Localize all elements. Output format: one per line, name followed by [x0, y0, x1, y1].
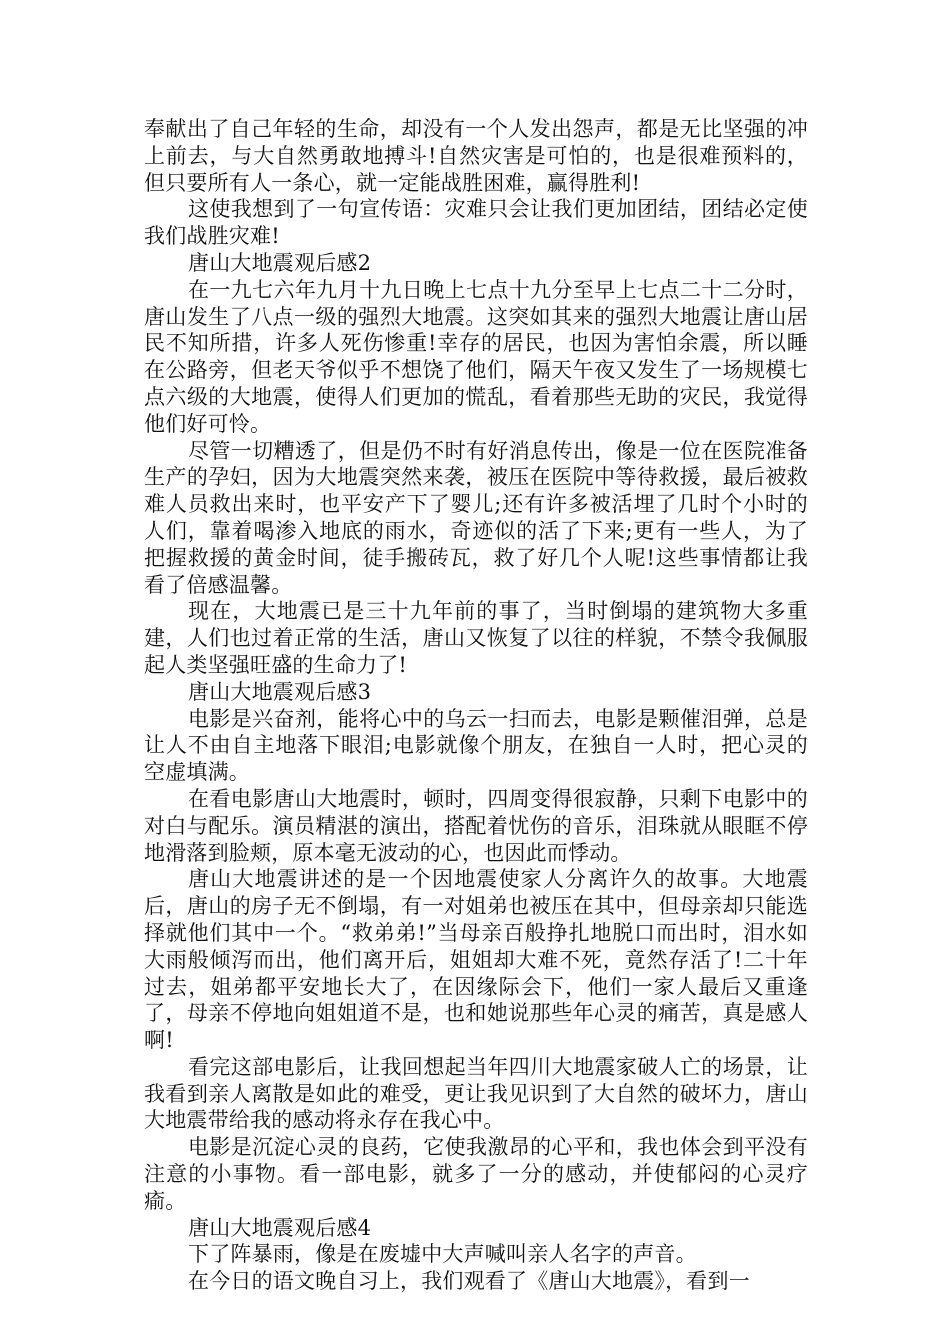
paragraph: 下了阵暴雨，像是在废墟中大声喊叫亲人名字的声音。: [188, 1242, 697, 1267]
paragraph: 这使我想到了一句宣传语：灾难只会让我们更加团结，团结必定使我们战胜灾难!: [144, 197, 808, 249]
section-heading: 唐山大地震观后感2: [188, 250, 372, 275]
paragraph: 在今日的语文晚自习上，我们观看了《唐山大地震》，看到一: [188, 1269, 750, 1294]
paragraph: 看完这部电影后，让我回想起当年四川大地震家破人亡的场景，让我看到亲人离散是如此的难受，更让我见识到了大自然的破坏力，唐山大地震带给我的感动将永存在我心中。: [144, 1054, 808, 1133]
paragraph: 在一九七六年九月十九日晚上七点十九分至早上七点二十二分时，唐山发生了八点一级的强烈大地震。这突如其来的强烈大地震让唐山居民不知所措，许多人死伤惨重!幸存的居民，也因为害怕余震，所以睡在公路旁，但老天爷似乎不想饶了他们，隔天午夜又发生了一场规模七点六级的大地震，使得人们更加的慌乱，看着那些无助的灾民，我觉得他们好可怜。: [144, 277, 808, 436]
paragraph: 唐山大地震讲述的是一个因地震使家人分离许久的故事。大地震后，唐山的房子无不倒塌，有一对姐弟也被压在其中，但母亲却只能选择就他们其中一个。“救弟弟!”当母亲百般挣扎地脱口而出时，泪水如大雨般倾泻而出，他们离开后，姐姐却大难不死，竟然存活了!二十年过去，姐弟都平安地长大了，在因缘际会下，他们一家人最后又重逢了，母亲不停地向姐姐道不是，也和她说那些年心灵的痛苦，真是感人啊!: [144, 867, 808, 1053]
paragraph: 电影是兴奋剂，能将心中的乌云一扫而去，电影是颗催泪弹，总是让人不由自主地落下眼泪;电影就像个朋友，在独自一人时，把心灵的空虚填满。: [144, 706, 808, 785]
paragraph: 奉献出了自己年轻的生命，却没有一个人发出怨声，都是无比坚强的冲上前去，与大自然勇敢地搏斗!自然灾害是可怕的，也是很难预料的，但只要所有人一条心，就一定能战胜困难，赢得胜利!: [144, 117, 808, 195]
paragraph: 电影是沉淀心灵的良药，它使我激昂的心平和，我也体会到平没有注意的小事物。看一部电影，就多了一分的感动，并使郁闷的心灵疗瘉。: [144, 1135, 808, 1213]
paragraph: 现在，大地震已是三十九年前的事了，当时倒塌的建筑物大多重建，人们也过着正常的生活，唐山又恢复了以往的样貌，不禁令我佩服起人类坚强旺盛的生命力了!: [144, 599, 808, 677]
paragraph: 尽管一切糟透了，但是仍不时有好消息传出，像是一位在医院准备生产的孕妇，因为大地震突然来袭，被压在医院中等待救援，最后被救难人员救出来时，也平安产下了婴儿;还有许多被活埋了几时个小时的人们，靠着喝渗入地底的雨水，奇迹似的活了下来;更有一些人，为了把握救援的黄金时间，徒手搬砖瓦，救了好几个人呢!这些事情都让我看了倍感温馨。: [144, 438, 808, 597]
paragraph: 在看电影唐山大地震时，顿时，四周变得很寂静，只剩下电影中的对白与配乐。演员精湛的演出，搭配着忧伤的音乐，泪珠就从眼眶不停地滑落到脸颊，原本毫无波动的心，也因此而悸动。: [144, 786, 808, 865]
section-heading: 唐山大地震观后感4: [188, 1215, 372, 1240]
section-heading: 唐山大地震观后感3: [188, 679, 372, 704]
document-body: [144, 116, 808, 1295]
